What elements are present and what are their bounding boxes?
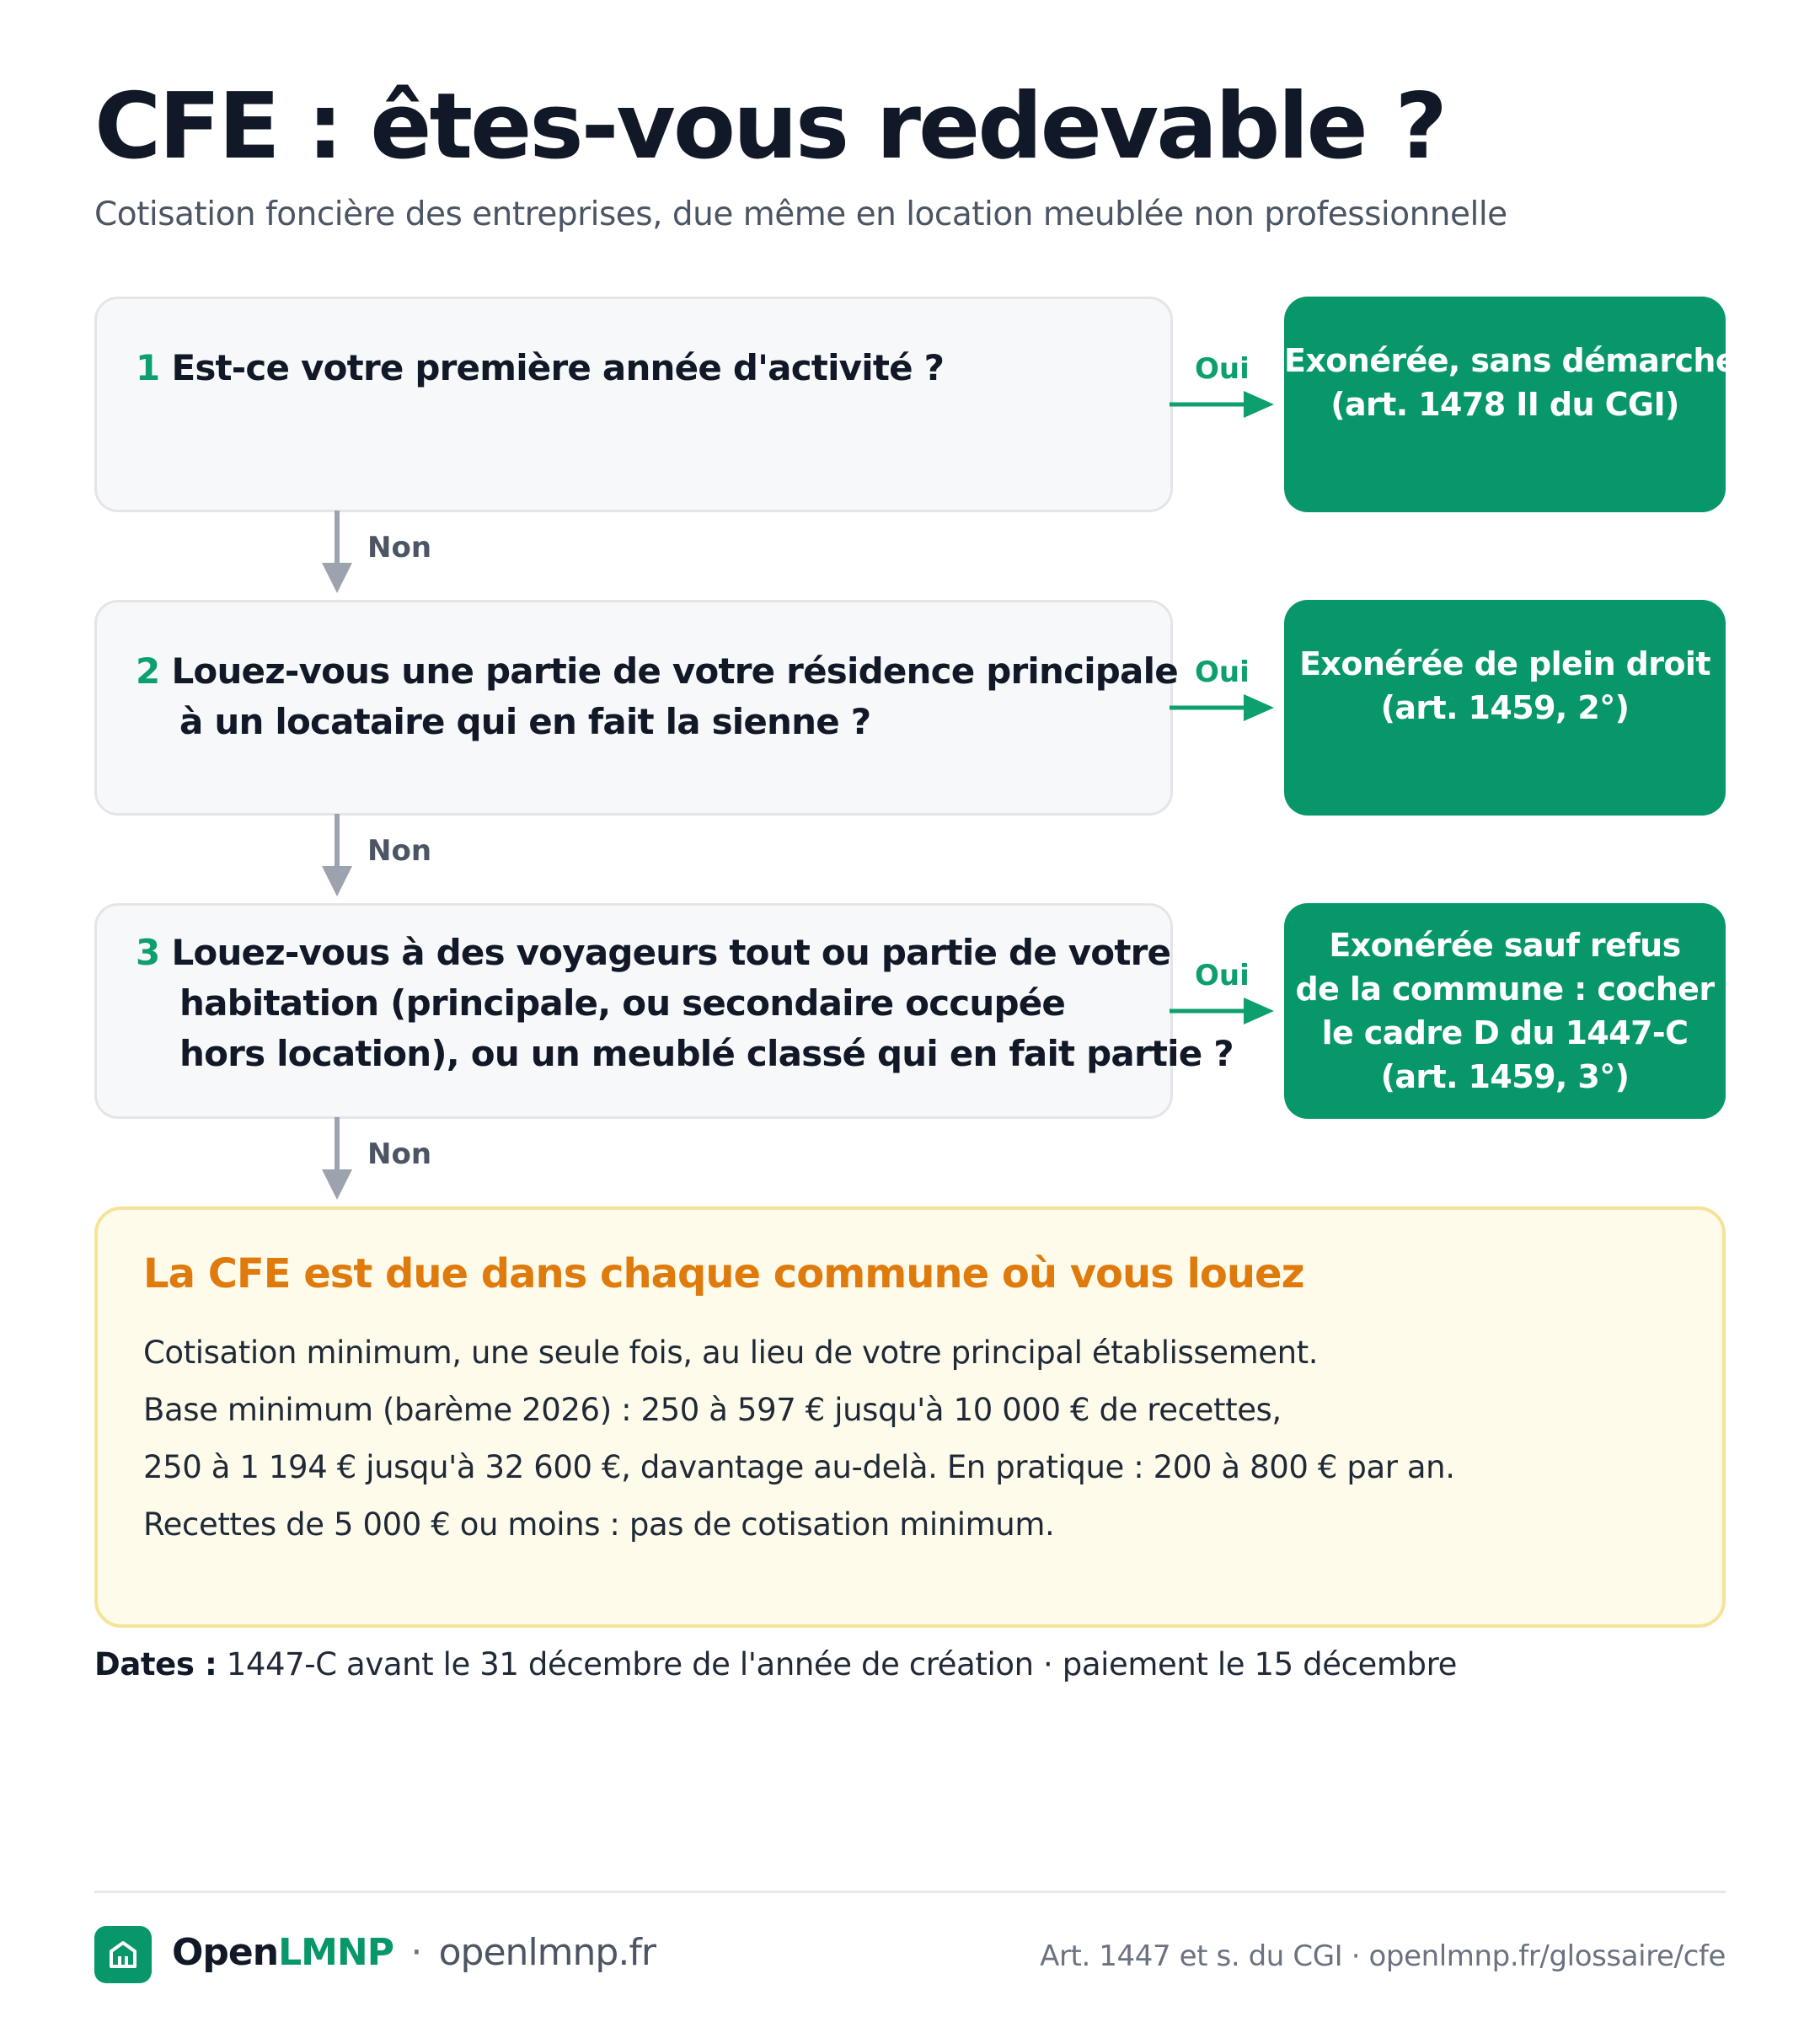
brand-name-part-2: LMNP: [278, 1931, 393, 1974]
question-text-1: [136, 343, 944, 393]
question-number-3: 3: [136, 932, 160, 973]
outcome-3-line-1: Exonérée sauf refus: [1329, 927, 1681, 964]
result-line-4: Recettes de 5 000 € ou moins : pas de cotisation minimum.: [143, 1506, 1055, 1543]
outcome-box-3: [1284, 903, 1726, 1119]
result-line-2: Base minimum (barème 2026) : 250 à 597 € jusqu'à 10 000 € de recettes,: [143, 1392, 1282, 1428]
yes-arrow-icon-3: [1170, 994, 1277, 1028]
question-text-2: [136, 646, 1178, 747]
house-icon: [94, 1926, 152, 1983]
outcome-3-line-2: de la commune : cocher: [1295, 971, 1715, 1008]
outcome-box-1: [1284, 297, 1737, 512]
outcome-box-2: [1284, 600, 1726, 816]
brand-name-part-1: Open: [172, 1931, 279, 1974]
brand-separator: ·: [410, 1931, 422, 1974]
result-line-1: Cotisation minimum, une seule fois, au lieu de votre principal établissement.: [143, 1335, 1319, 1371]
result-title: La CFE est due dans chaque commune où vous louez: [143, 1250, 1304, 1297]
yes-arrow-icon-2: [1170, 691, 1277, 725]
outcome-2-line-2: (art. 1459, 2°): [1380, 689, 1630, 726]
no-arrow-icon-2: [320, 814, 354, 898]
page-title: CFE : êtes-vous redevable ?: [94, 74, 1445, 179]
brand: [172, 1931, 656, 1974]
question-box-2: [94, 600, 1178, 816]
dates-label: Dates :: [94, 1646, 217, 1682]
no-arrow-icon-1: [320, 511, 354, 595]
question-3-line-2: habitation (principale, ou secondaire occupée: [179, 982, 1066, 1024]
question-box-1: [94, 297, 1173, 512]
no-arrow-icon-3: [320, 1117, 354, 1201]
yes-arrow-icon-1: [1170, 388, 1277, 421]
question-number-2: 2: [136, 650, 160, 692]
yes-label-3: Oui: [1195, 959, 1250, 992]
result-box: [94, 1206, 1726, 1628]
question-3-line-1: Louez-vous à des voyageurs tout ou partie de votre: [171, 932, 1171, 973]
footer-reference: Art. 1447 et s. du CGI · openlmnp.fr/glossaire/cfe: [1040, 1939, 1726, 1973]
question-2-line-2: à un locataire qui en fait la sienne ?: [179, 701, 871, 742]
brand-site-link[interactable]: openlmnp.fr: [438, 1931, 656, 1974]
question-2-line-1: Louez-vous une partie de votre résidence principale: [171, 650, 1178, 692]
footer-divider: [94, 1891, 1726, 1893]
no-label-3: Non: [367, 1137, 432, 1171]
question-text-3: [136, 928, 1234, 1079]
no-label-1: Non: [367, 531, 432, 564]
question-1-line-1: Est-ce votre première année d'activité ?: [171, 347, 945, 388]
yes-label-1: Oui: [1195, 352, 1250, 386]
question-3-line-3: hors location), ou un meublé classé qui en fait partie ?: [179, 1033, 1234, 1074]
outcome-3-line-4: (art. 1459, 3°): [1380, 1058, 1630, 1095]
question-number-1: 1: [136, 347, 160, 388]
yes-label-2: Oui: [1195, 655, 1250, 689]
outcome-2-line-1: Exonérée de plein droit: [1299, 645, 1710, 682]
outcome-3-line-3: le cadre D du 1447-C: [1321, 1014, 1689, 1051]
result-line-3: 250 à 1 194 € jusqu'à 32 600 €, davantage au-delà. En pratique : 200 à 800 € par an.: [143, 1449, 1455, 1485]
dates-text: 1447-C avant le 31 décembre de l'année de création · paiement le 15 décembre: [226, 1646, 1457, 1682]
dates-note: [94, 1646, 1457, 1682]
no-label-2: Non: [367, 834, 432, 868]
outcome-1-line-2: (art. 1478 II du CGI): [1330, 386, 1679, 423]
outcome-1-line-1: Exonérée, sans démarche: [1284, 342, 1737, 379]
page-subtitle: Cotisation foncière des entreprises, due même en location meublée non professionnelle: [94, 195, 1507, 233]
